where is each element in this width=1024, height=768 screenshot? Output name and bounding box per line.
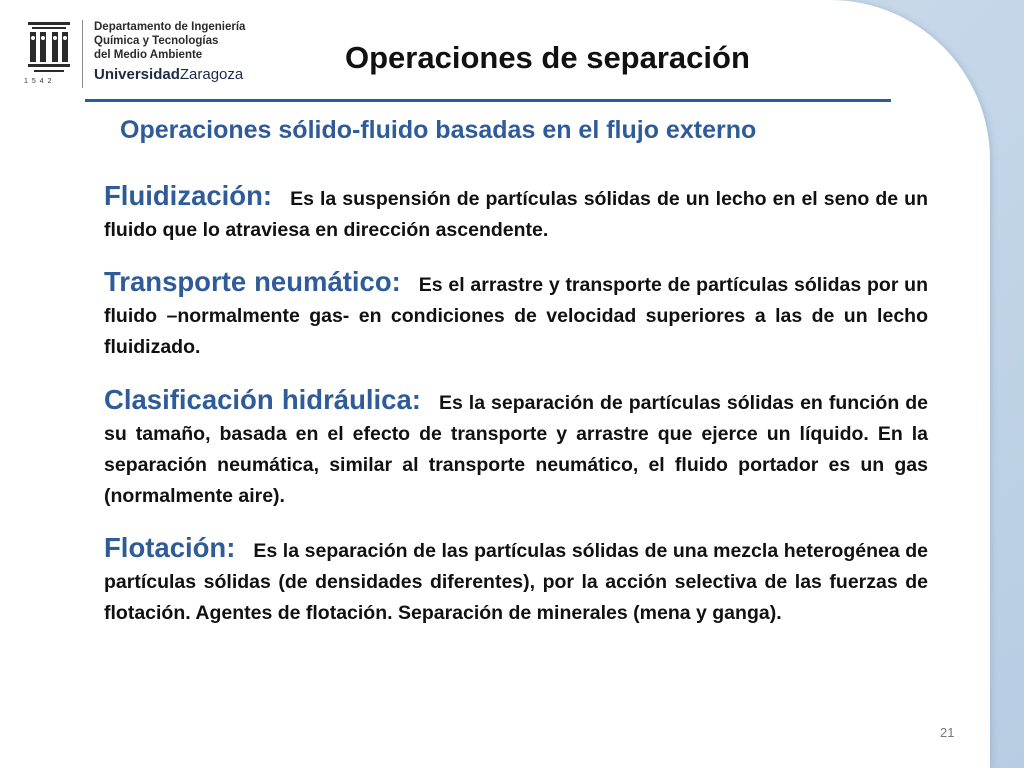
department-name: Departamento de Ingeniería Química y Tecnologías del Medio Ambiente — [94, 21, 246, 61]
definition-text: Es la separación de las partículas sólidas de una mezcla heterogénea de partículas sólidas (de densidades diferentes), por la acción selectiva de las fuerzas de flotación. Agentes de flotación. Separación de minerales (mena y ganga). — [104, 540, 928, 624]
definition-clasificacion-hidraulica — [104, 384, 928, 512]
definition-text: Es el arrastre y transporte de partículas sólidas por un fluido –normalmente gas- en condiciones de velocidad superiores a las de un lecho fluidizado. — [104, 274, 928, 358]
logo-divider — [82, 20, 83, 88]
page-subtitle: Operaciones sólido-fluido basadas en el flujo externo — [120, 116, 757, 144]
page-number: 21 — [940, 725, 955, 740]
logo-year: 1542 — [24, 78, 56, 85]
term-flotacion: Flotación: — [104, 532, 236, 563]
definition-fluidizacion — [104, 180, 928, 246]
definition-flotacion — [104, 532, 928, 629]
university-name-bold: Universidad — [94, 66, 180, 83]
term-fluidizacion: Fluidización: — [104, 180, 273, 211]
definition-text: Es la separación de partículas sólidas en función de su tamaño, basada en el efecto de transporte y arrastre que ejerce un líquido. En la separación neumática, similar al transporte neumático, el fluido portador es un gas (normalmente aire). — [104, 392, 928, 507]
university-logo — [18, 14, 268, 94]
university-name — [94, 66, 243, 83]
university-name-regular: Zaragoza — [179, 66, 244, 83]
definition-transporte-neumatico — [104, 266, 928, 363]
definition-text: Es la suspensión de partículas sólidas de un lecho en el seno de un fluido que lo atraviesa en dirección ascendente. — [104, 188, 928, 241]
term-transporte-neumatico: Transporte neumático: — [104, 266, 401, 297]
title-rule — [85, 99, 891, 102]
page-title: Operaciones de separación — [345, 40, 750, 75]
term-clasificacion-hidraulica: Clasificación hidráulica: — [104, 384, 421, 415]
